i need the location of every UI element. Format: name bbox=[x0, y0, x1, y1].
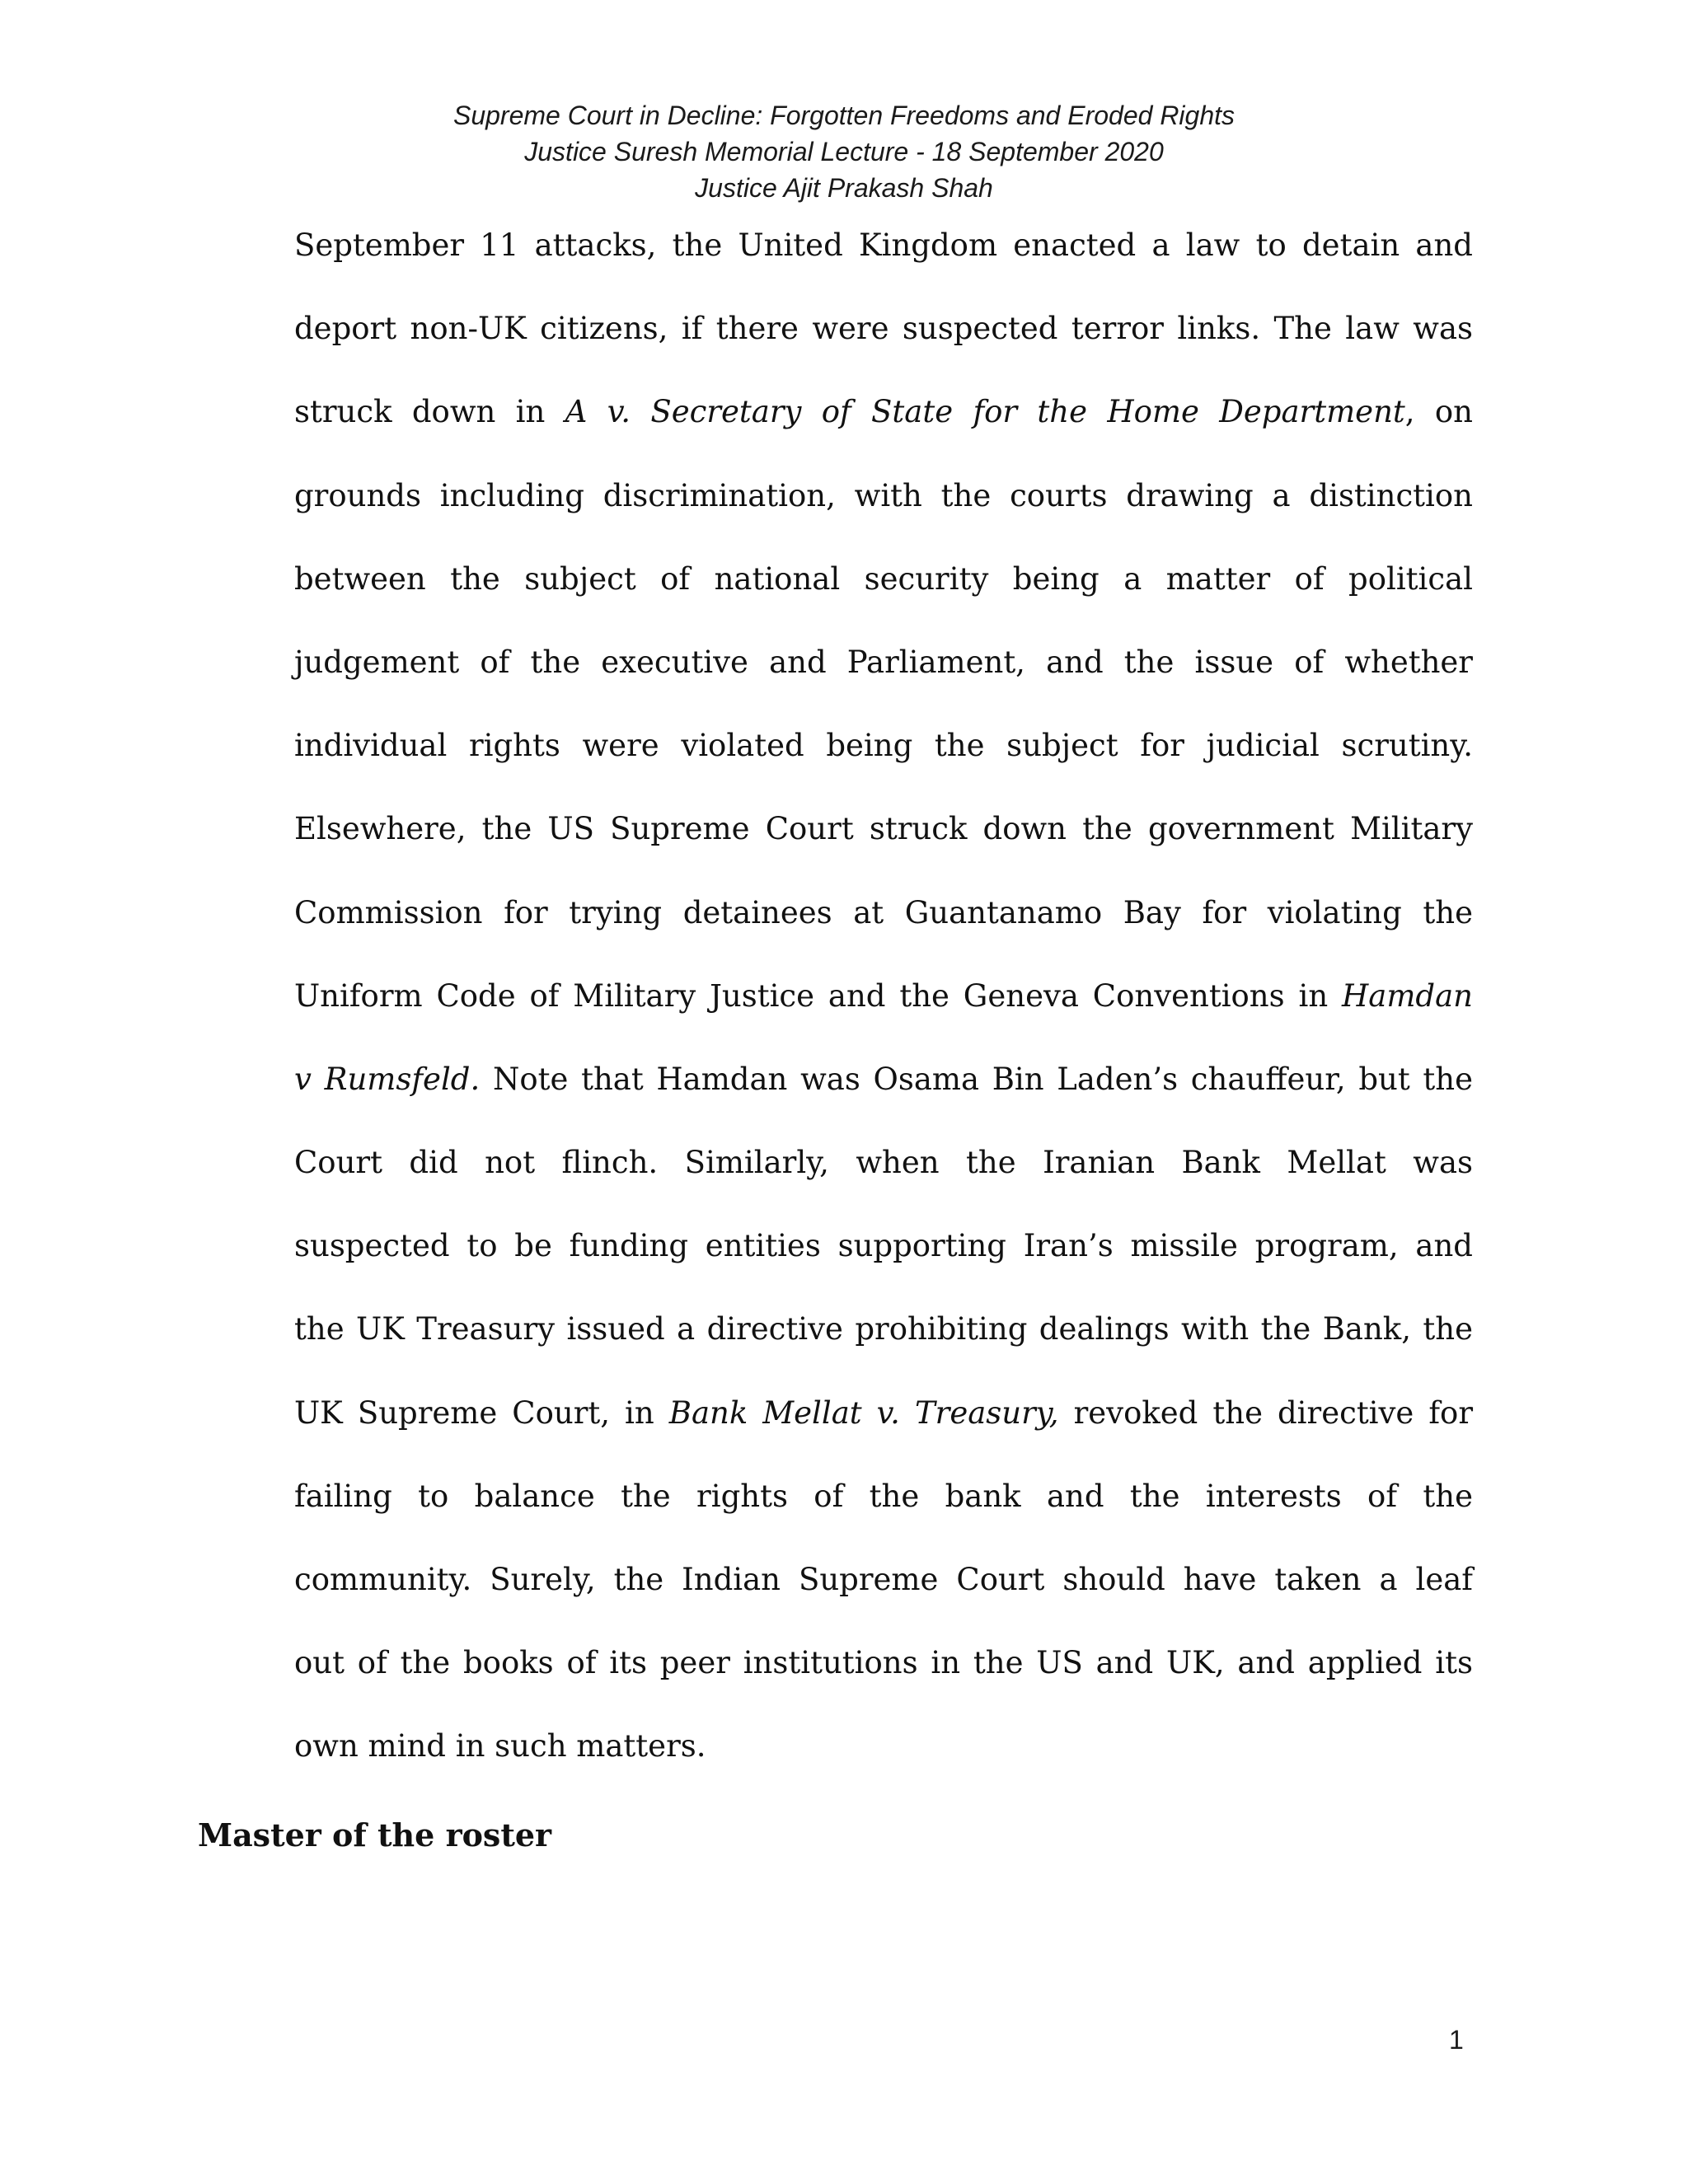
case-citation: v Rumsfeld. bbox=[294, 1061, 481, 1097]
text-line: September 11 attacks, the United Kingdom enacted a law to detain and bbox=[294, 227, 1473, 263]
header-speaker: Justice Ajit Prakash Shah bbox=[695, 173, 993, 203]
body-paragraph bbox=[294, 204, 1473, 1788]
running-header bbox=[0, 97, 1688, 206]
text-line: struck down in A v. Secretary of State for the Home Department, on bbox=[294, 394, 1473, 430]
text-line: v Rumsfeld. Note that Hamdan was Osama Bin Laden’s chauffeur, but the bbox=[294, 1061, 1474, 1097]
text-line: between the subject of national security being a matter of political bbox=[294, 560, 1473, 597]
text-line: Uniform Code of Military Justice and the Geneva Conventions in Hamdan bbox=[294, 977, 1473, 1014]
text-line: grounds including discrimination, with the courts drawing a distinction bbox=[294, 477, 1473, 513]
text-line: own mind in such matters. bbox=[294, 1728, 706, 1765]
text-line: individual rights were violated being the subject for judicial scrutiny. bbox=[294, 728, 1473, 764]
case-citation: Bank Mellat v. Treasury, bbox=[668, 1394, 1059, 1431]
text-line: UK Supreme Court, in Bank Mellat v. Treasury, revoked the directive for bbox=[294, 1394, 1474, 1431]
case-citation: A v. Secretary of State for the Home Department bbox=[565, 394, 1405, 430]
section-heading: Master of the roster bbox=[198, 1816, 552, 1854]
header-title: Supreme Court in Decline: Forgotten Freedoms and Eroded Rights bbox=[452, 101, 1236, 130]
text-line: out of the books of its peer institutions in the US and UK, and applied its bbox=[294, 1645, 1473, 1681]
text-line: Elsewhere, the US Supreme Court struck down the government Military bbox=[294, 811, 1473, 847]
page-number: 1 bbox=[1449, 2025, 1464, 2055]
text-line: deport non-UK citizens, if there were suspected terror links. The law was bbox=[294, 311, 1473, 347]
text-line: suspected to be funding entities supporting Iran’s missile program, and bbox=[294, 1228, 1473, 1264]
text-line: community. Surely, the Indian Supreme Court should have taken a leaf bbox=[294, 1562, 1473, 1597]
case-citation: Hamdan bbox=[1342, 977, 1473, 1014]
text-line: Commission for trying detainees at Guantanamo Bay for violating the bbox=[294, 894, 1473, 930]
header-event: Justice Suresh Memorial Lecture - 18 September 2020 bbox=[524, 137, 1164, 166]
text-line: judgement of the executive and Parliament, and the issue of whether bbox=[294, 644, 1473, 680]
text-line: the UK Treasury issued a directive prohibiting dealings with the Bank, the bbox=[294, 1311, 1473, 1347]
text-line: failing to balance the rights of the bank and the interests of the bbox=[294, 1478, 1473, 1514]
text-line: Court did not flinch. Similarly, when the Iranian Bank Mellat was bbox=[294, 1145, 1473, 1181]
